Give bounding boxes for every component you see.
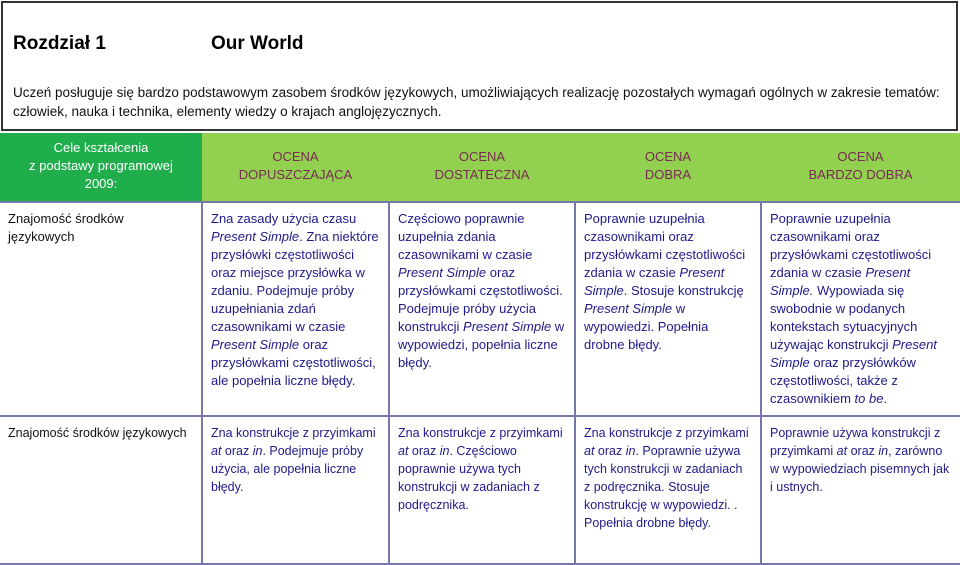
cell-text: in	[625, 444, 636, 458]
cell-text: . Zna niektóre przysłówki częstotliwości oraz miejsce przysłówka w zdaniu. Podejmuje próby uzupełniania zdań czasownikami w czasie	[211, 229, 379, 334]
cell-text: Zna konstrukcje z przyimkami	[211, 426, 376, 440]
header-grade	[575, 133, 761, 202]
cell-text: Zna zasady użycia czasu	[211, 211, 357, 226]
cell-text: w wypowiedzi, popełnia liczne błędy.	[398, 319, 565, 370]
grade-cell	[575, 416, 761, 564]
header-line: z podstawy programowej	[29, 157, 173, 173]
cell-text: .	[883, 391, 888, 406]
cell-text: . Podejmuje próby użycia, ale popełnia liczne błędy.	[211, 444, 364, 494]
header-line: OCENA	[272, 148, 319, 164]
header-line: OCENA	[644, 148, 692, 164]
cell-text: . Stosuje konstrukcję	[623, 283, 744, 298]
cell-text: Present Simple.	[770, 265, 911, 298]
cell-text: . Poprawnie używa tych konstrukcji w zadaniach z podręcznika. Stosuje konstrukcję w wypowiedzi. . Popełnia drobne błędy.	[584, 444, 743, 530]
grade-cell	[389, 202, 575, 416]
chapter-title: Our World	[211, 33, 304, 54]
cell-text: oraz	[221, 444, 253, 458]
header-grade	[202, 133, 389, 202]
cell-text: Present Simple	[211, 229, 300, 244]
header-line: DOSTATECZNA	[434, 166, 530, 182]
header-grade	[761, 133, 960, 202]
header-line: OCENA	[458, 148, 506, 164]
cell-text: . Częściowo poprawnie używa tych konstrukcji w zadaniach z podręcznika.	[398, 444, 540, 512]
header-line: DOBRA	[644, 166, 692, 182]
chapter-label: Rozdział 1	[13, 33, 106, 54]
cell-text: Present Simple	[211, 337, 300, 352]
row-label: Znajomość środków językowych	[0, 202, 202, 416]
cell-text: oraz	[847, 444, 879, 458]
table-row	[0, 202, 960, 416]
header-objectives	[0, 133, 202, 202]
cell-text: Zna konstrukcje z przyimkami	[398, 426, 563, 440]
grade-cell	[761, 202, 960, 416]
cell-text: in	[878, 444, 889, 458]
header-line: DOPUSZCZAJĄCA	[238, 166, 353, 182]
cell-text: at	[836, 444, 848, 458]
cell-text: to be	[854, 391, 884, 406]
header-row	[0, 133, 960, 202]
cell-text: oraz przysłówkami częstotliwości, ale popełnia liczne błędy.	[211, 337, 376, 388]
chapter-box	[1, 1, 958, 131]
cell-text: Częściowo poprawnie uzupełnia zdania czasownikami w czasie	[398, 211, 533, 262]
cell-text: at	[398, 444, 409, 458]
grade-cell	[389, 416, 575, 564]
cell-text: at	[584, 444, 595, 458]
grade-cell	[575, 202, 761, 416]
cell-text: Poprawnie używa konstrukcji z przyimkami	[770, 426, 941, 458]
grade-cell	[761, 416, 960, 564]
grade-cell	[202, 416, 389, 564]
cell-text: Present Simple	[463, 319, 552, 334]
cell-text: , zarówno w wypowiedziach pisemnych jak i ustnych.	[770, 444, 950, 494]
grade-cell	[202, 202, 389, 416]
cell-text: w wypowiedzi. Popełnia drobne błędy.	[584, 301, 709, 352]
cell-text: in	[252, 444, 263, 458]
cell-text: Present Simple	[398, 265, 487, 280]
header-line: 2009:	[84, 175, 118, 191]
cell-text: Poprawnie uzupełnia czasownikami oraz przysłówkami częstotliwości zdania w czasie	[770, 211, 932, 280]
cell-text: Poprawnie uzupełnia czasownikami oraz przysłówkami częstotliwości zdania w czasie	[584, 211, 746, 280]
intro-text: Uczeń posługuje się bardzo podstawowym zasobem środków językowych, umożliwiających realizację pozostałych wymagań ogólnych w zakresie tematów: człowiek, nauka i technika, elementy wiedzy o krajach anglojęzycznych.	[13, 85, 940, 119]
cell-text: oraz	[594, 444, 626, 458]
cell-text: oraz przysłówkami częstotliwości. Podejmuje próby użycia konstrukcji	[398, 265, 563, 334]
row-label: Znajomość środków językowych	[0, 416, 202, 564]
grading-table	[0, 133, 960, 565]
cell-text: Present Simple	[770, 337, 937, 370]
cell-text: Present Simple	[584, 301, 673, 316]
cell-text: oraz	[408, 444, 440, 458]
header-line: Cele kształcenia	[53, 139, 149, 155]
header-grade	[389, 133, 575, 202]
header-line: OCENA	[837, 148, 884, 164]
header-line: BARDZO DOBRA	[808, 166, 913, 182]
cell-text: in	[439, 444, 450, 458]
cell-text: oraz przysłówków częstotliwości, także z czasownikiem	[770, 355, 916, 406]
cell-text: at	[211, 444, 222, 458]
cell-text: Wypowiada się swobodnie w podanych kontekstach sytuacyjnych używając konstrukcji	[770, 283, 918, 352]
cell-text: Present Simple	[584, 265, 725, 298]
table-row	[0, 416, 960, 564]
cell-text: Zna konstrukcje z przyimkami	[584, 426, 749, 440]
